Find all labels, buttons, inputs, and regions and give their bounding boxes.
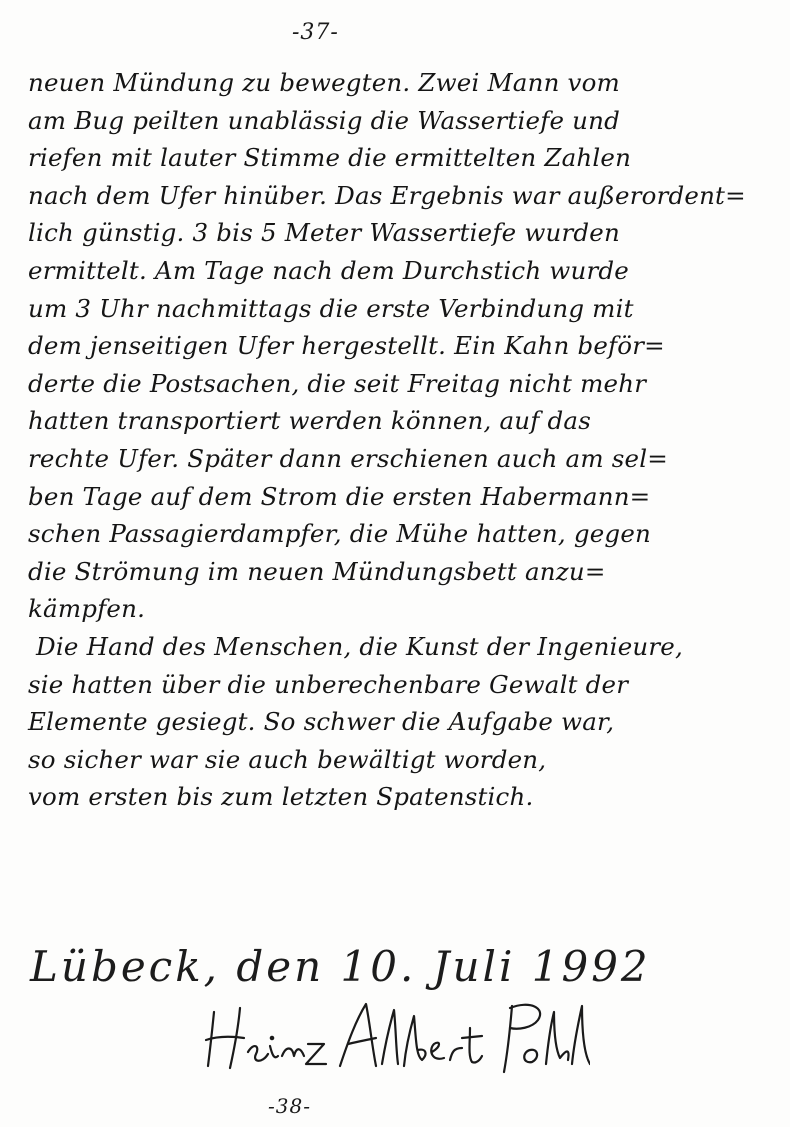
- text-line: um 3 Uhr nachmittags die erste Verbindung mit: [28, 293, 634, 323]
- closing-place-date: Lübeck, den 10. Juli 1992: [30, 942, 651, 991]
- text-line: riefen mit lauter Stimme die ermittelten Zahlen: [28, 143, 632, 173]
- page-number-bottom: -38-: [268, 1094, 311, 1118]
- text-line: derte die Postsachen, die seit Freitag nicht mehr: [28, 368, 647, 398]
- text-line: hatten transportiert werden können, auf das: [28, 406, 591, 436]
- text-line: sie hatten über die unberechenbare Gewalt der: [28, 669, 629, 699]
- text-line: rechte Ufer. Später dann erschienen auch am sel=: [28, 443, 669, 473]
- handwritten-body-text: [28, 64, 768, 816]
- text-line: nach dem Ufer hinüber. Das Ergebnis war außerordent=: [28, 180, 746, 210]
- text-line: die Strömung im neuen Mündungsbett anzu=: [28, 556, 606, 586]
- text-line: dem jenseitigen Ufer hergestellt. Ein Kahn beför=: [28, 331, 665, 361]
- page-number-top: -37-: [292, 20, 339, 45]
- handwritten-signature: [200, 994, 590, 1074]
- text-line: vom ersten bis zum letzten Spatenstich.: [28, 782, 534, 812]
- text-line: ben Tage auf dem Strom die ersten Habermann=: [28, 481, 651, 511]
- text-line: schen Passagierdampfer, die Mühe hatten, gegen: [28, 519, 651, 549]
- text-line: so sicher war sie auch bewältigt worden,: [28, 744, 547, 774]
- text-line: ermittelt. Am Tage nach dem Durchstich wurde: [28, 255, 629, 285]
- text-line: Die Hand des Menschen, die Kunst der Ingenieure,: [36, 631, 683, 661]
- text-line: neuen Mündung zu bewegten. Zwei Mann vom: [28, 68, 620, 97]
- signature-drawing: [200, 994, 590, 1074]
- text-line: kämpfen.: [28, 594, 146, 624]
- text-line: Elemente gesiegt. So schwer die Aufgabe war,: [28, 707, 615, 737]
- text-line: lich günstig. 3 bis 5 Meter Wassertiefe wurden: [28, 218, 620, 248]
- text-line: am Bug peilten unablässig die Wassertiefe und: [28, 105, 620, 135]
